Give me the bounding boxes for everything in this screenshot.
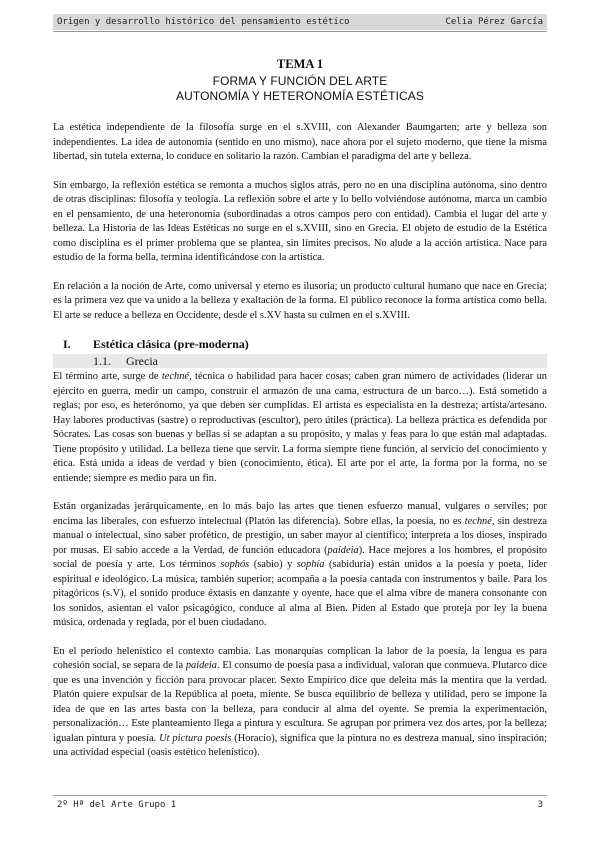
title-line-1: FORMA Y FUNCIÓN DEL ARTE [212,74,388,88]
paragraph-jerarquia: Están organizadas jerárquicamente, en lo más bajo las artes que tienen esfuerzo manual, vulgares o serviles; por encima las liberales, con esfuerzo intelectual (Platón las diferencia). Sobre ellas, la poesía, no es techné, sin destreza manual o intelectual, sino saber profético, de prestigio, un saber mayor al científico; interpreta a los dioses, inspirado por musas. El sabio accede a la Verdad, de función educadora (paideia). Hace mejores a los hombres, el propósito social de poesía y arte. Los términos sophós (sabio) y sophía (sabiduría) están unidos a la poesía y poeta, líder espiritual e ideológico. La música, también superior; acompaña a la poesía cantada con instrumentos y baile. Para los pitagóricos (s.V), el sonido produce éxtasis en danzante y oyente, hace que el alma vibre de manera consonante con los sonidos, asientan el valor psicagógico, conduce al alma al Bien. Piden al Estado que proteja por ley la buena música, ordenada y reglada, por el buen ciudadano. [53,501,548,628]
paragraph-2: Sin embargo, la reflexión estética se remonta a muchos siglos atrás, pero no en una disciplina autónoma, sino dentro de otras disciplinas: filosofía y teología. La reflexión sobre el arte y lo bello volviéndose autónoma, marca un cambio en el pensamiento, de una heteronomía (subordinadas a otros campos pero con entidad). Cambia el lugar del arte y belleza. La Historia de las Ideas Estéticas no surge en el s.XVIII, sino en Grecia. El objeto de estudio de la Estética como disciplina es el primer problema que se plantea, sin límites precisos. No alude a la acción artística. Nace para estudio de la forma bella, termina identificándose con la artística. [53,179,547,263]
page-footer [53,797,547,813]
title-block [53,57,547,104]
header-left: Origen y desarrollo histórico del pensamiento estético [57,17,350,27]
tema-title: TEMA 1 [276,57,324,71]
page-header [53,14,547,30]
section-heading [53,337,547,352]
section-title: Estética clásica (pre-moderna) [93,337,249,351]
header-right: Celia Pérez García [445,17,543,27]
subsection-heading [53,354,547,369]
paragraph-1: La estética independiente de la filosofía surge en el s.XVIII, con Alexander Baumgarten; arte y belleza son independientes. La idea de autonomía (sentido en uno mismo), nace ahora por el sujeto moderno, que tiene la misma libertad, sin tutela externa, lo conduce en solitario la razón. Cambian el paradigma del arte y belleza. [53,122,547,162]
subsection-number: 1.1. [93,353,111,368]
subsection-title: Grecia [126,353,158,368]
footer-rule [53,795,547,796]
header-rule [53,31,547,32]
page-number: 3 [537,800,543,810]
title-line-2: AUTONOMÍA Y HETERONOMÍA ESTÉTICAS [175,89,425,103]
document-body [53,121,547,775]
section-number: I. [63,337,71,351]
footer-left: 2º Hª del Arte Grupo 1 [57,800,177,810]
paragraph-3: En relación a la noción de Arte, como universal y eterno es ilusoria; un producto cultural humano que nace en Grecia; es la primera vez que va unido a la belleza y exaltación de la forma. El público reconoce la forma artística como bella. El arte se reduce a belleza en Occidente, desde el s.XV hasta su culmen en el s.XVIII. [53,280,547,321]
paragraph-helenistico: En el período helenístico el contexto cambia. Las monarquías complican la labor de la poesía, la lengua es para cohesión social, se separa de la paideia. El consumo de poesía pasa a individual, valoran que conmueva. Plutarco dice que es una invención y ficción para provocar placer. Sexto Empírico dice que deleita más la mentira que la verdad. Platón quiere expulsar de la República al poeta, miente. Se busca equilibrio de belleza y utilidad, pero se impone la idea de que en las artes basta con la belleza, para conducir al alma del oyente. Se premia la experimentación, personalización… Este planteamiento llega a pintura y escultura. Se agrupan por primera vez dos artes, por la belleza; igualan pintura y poesía. Ut pictura poesis (Horacio), significa que la pintura no es destreza manual, sino inspiración; una actividad especial (oasis estético helenístico). [53,645,548,758]
paragraph-techne: El término arte, surge de techné, técnica o habilidad para hacer cosas; caben gran número de actividades (liderar un ejército en guerra, medir un campo, construir el armazón de una cama, estructura de un barco…). Está sometido a reglas; por eso, es heterónomo, ya que deben ser cumplidas. El artista es especialista en la destreza; artista/artesano. Hay labores productivas (sastre) o reproductivas (escultor), pero útiles (práctica). La belleza práctica es defendida por Sócrates. Las cosas son buenas y bellas si se adaptan a su propósito, y malas y feas para lo que están mal adaptadas. Tiene propósito y utilidad. La belleza tiene que servir. La forma siempre tiene función, al servicio del conocimiento y ética. Está unida a ideas de verdad y bien (conocimiento, ética). El arte por el arte, la forma por la forma, no se entiende; siempre es medio para un fin. [53,371,547,484]
